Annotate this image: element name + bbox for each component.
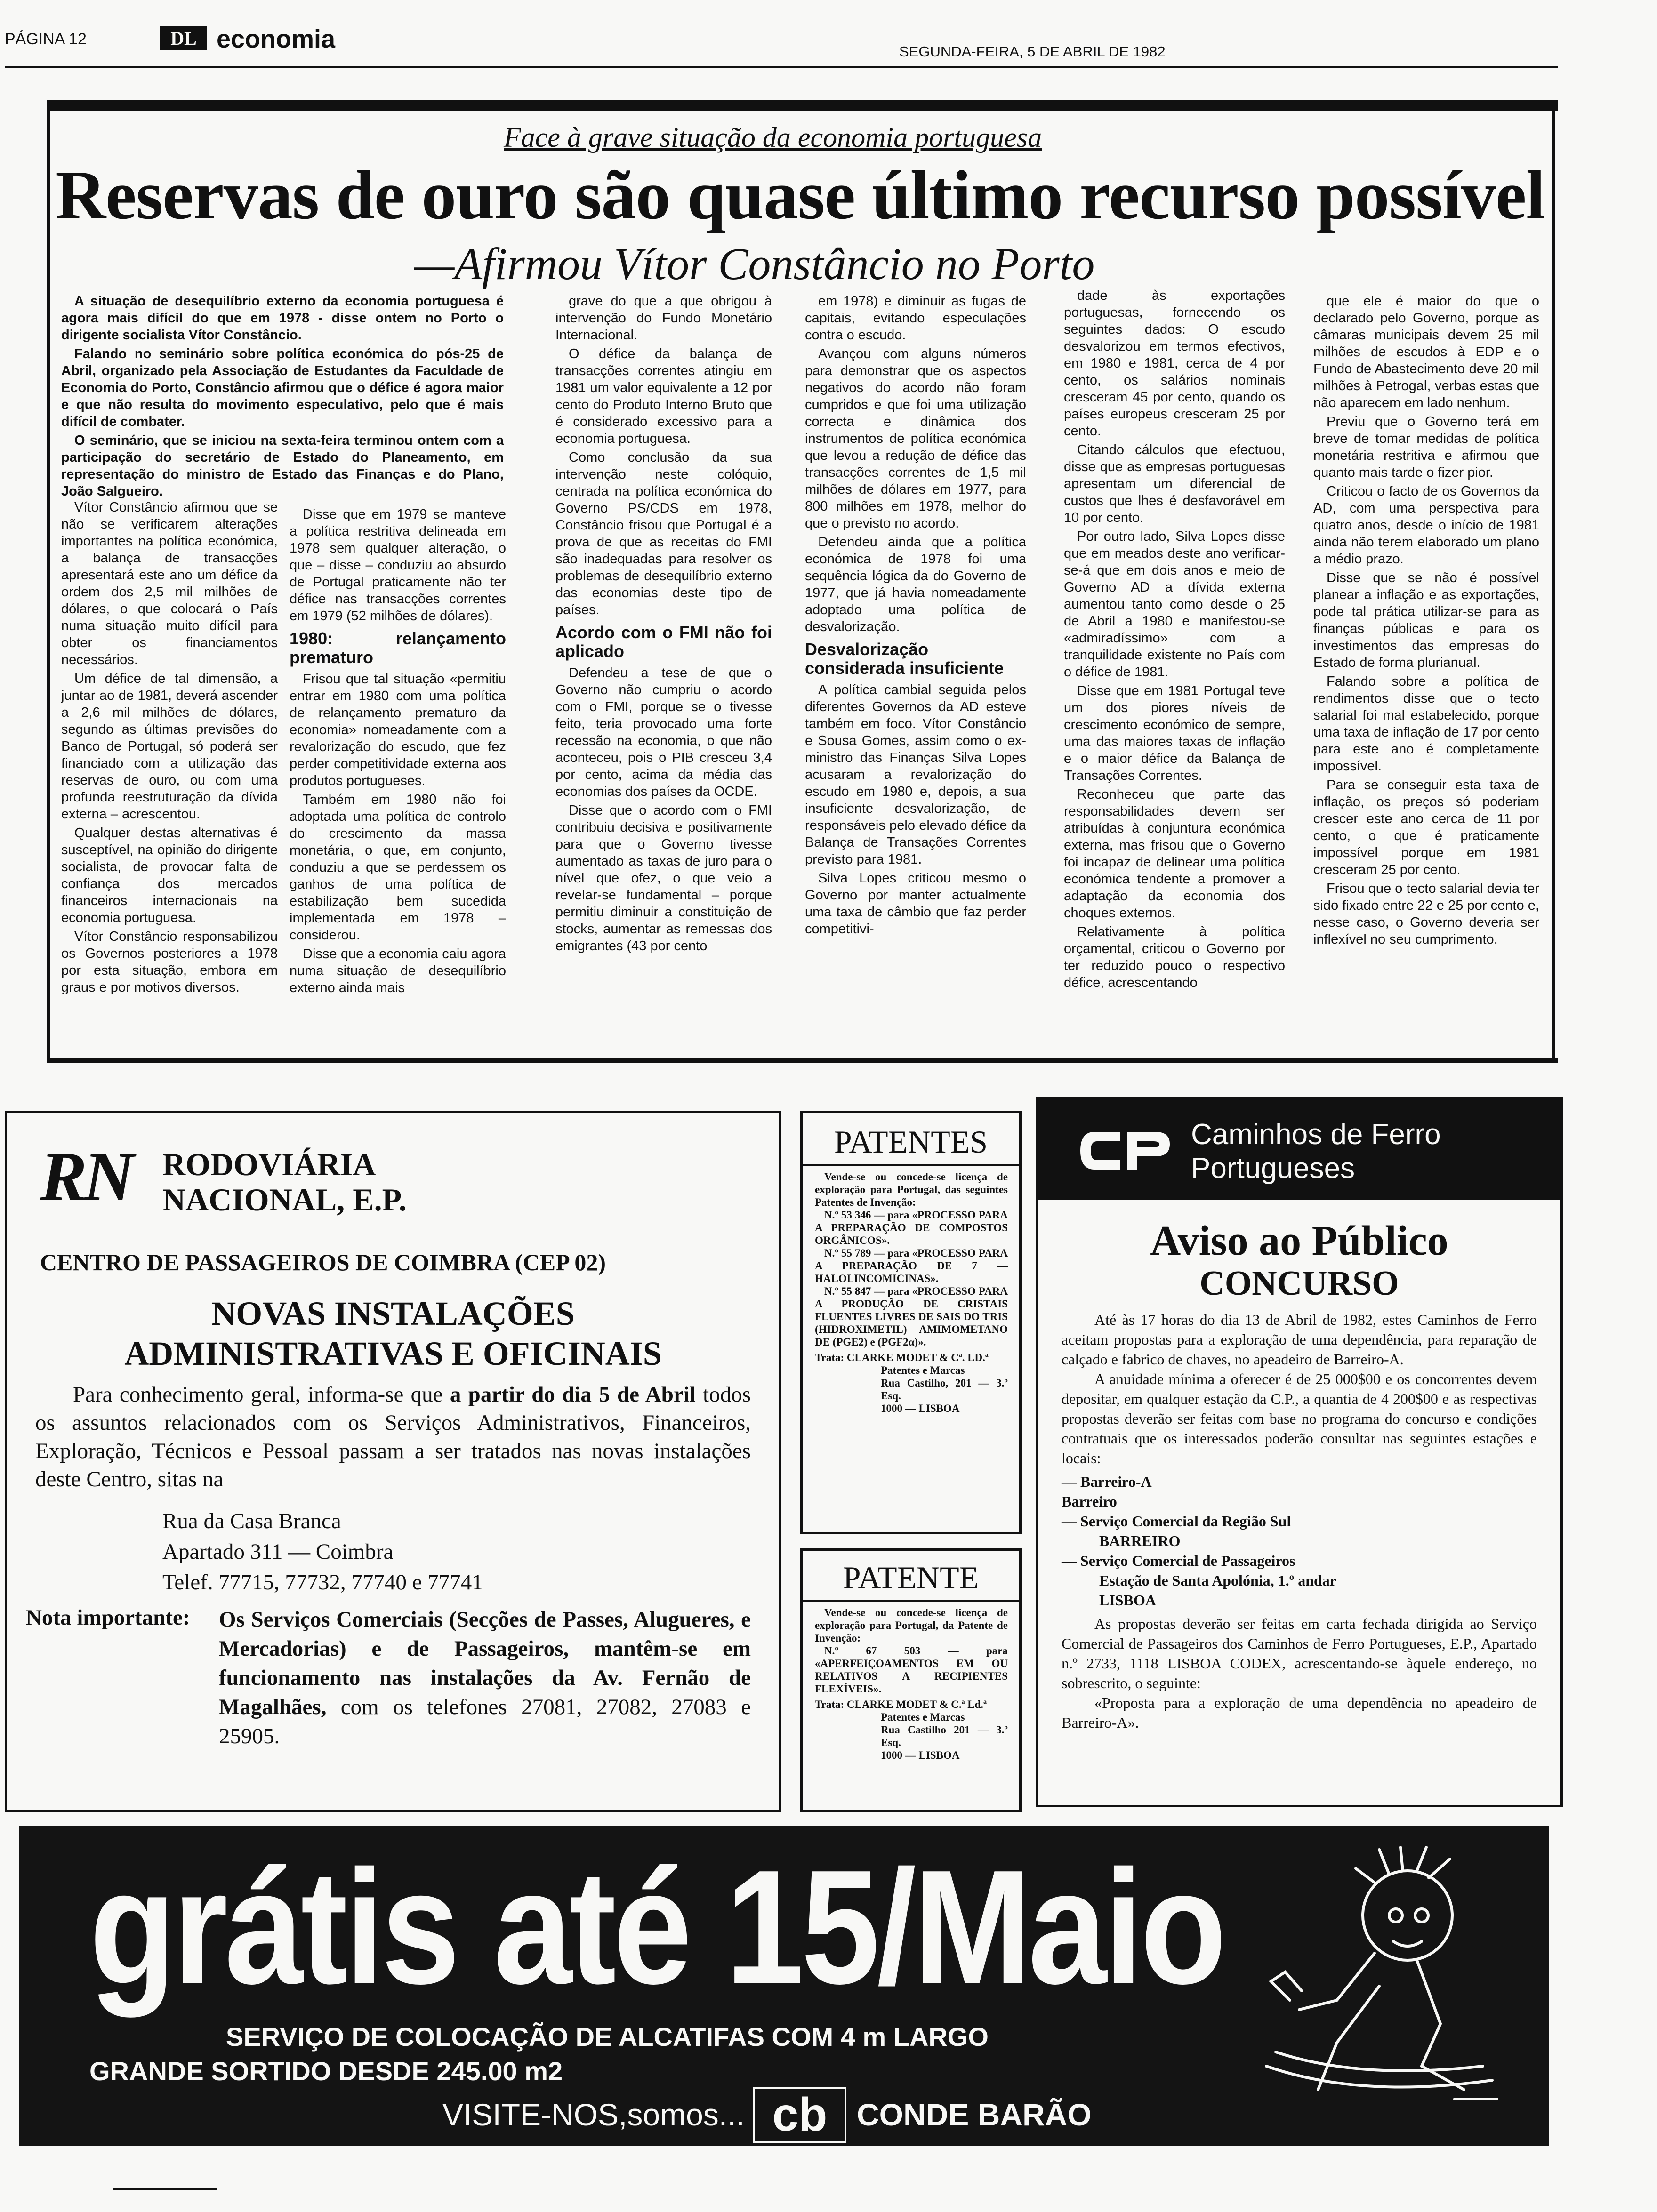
lead-paragraph: Falando no seminário sobre política económica do pós-25 de Abril, organizado pela Associação de Estudantes da Faculdade de Economia do Porto, Constâncio afirmou que o défice é agora maior e que não resulta do movimento especulativo, pelo que é mais difícil de combater. — [61, 346, 504, 429]
patente-sub2: Rua Castilho 201 — 3.º Esq. — [881, 1724, 1008, 1748]
patente-trata-label: Trata: — [815, 1699, 845, 1710]
cp-location: — Serviço Comercial da Região Sul — [1062, 1513, 1291, 1530]
patente-item: N.º 67 503 — para «APERFEIÇOAMENTOS EM OU RELATIVOS A RECIPIENTES FLEXÍVEIS». — [815, 1645, 1008, 1695]
patentes-sub2: Rua Castilho, 201 — 3.º Esq. — [881, 1377, 1008, 1402]
patentes-sub3: 1000 — LISBOA — [881, 1403, 960, 1414]
article-column-2 — [290, 506, 506, 1042]
body-paragraph: Disse que o acordo com o FMI contribuiu decisiva e positivamente para que o Governo tivesse aumentado as taxas de juro para o nível que ofez, o que veio a revelar-se fundamental – porque permitiu diminuir a constituição de stocks, aumentar as remessas dos emigrantes (43 por cento — [555, 803, 772, 954]
body-paragraph: O défice da balança de transacções correntes atingiu em 1981 um valor equivalente a 12 por cento do Produto Interno Bruto que é considerado excessivo para a economia portuguesa. — [555, 346, 772, 446]
body-paragraph: em 1978) e diminuir as fugas de capitais, evitando especulações contra o escudo. — [805, 294, 1026, 343]
bottom-rule — [113, 2188, 217, 2190]
patentes-ad — [800, 1111, 1022, 1534]
cp-logo-icon — [1076, 1127, 1174, 1174]
patente-sub1: Patentes e Marcas — [881, 1711, 965, 1723]
body-paragraph: Citando cálculos que efectuou, disse que as empresas portuguesas apresentam um diferencial de custos que lhes é desfavorável em 10 por cento. — [1064, 442, 1285, 525]
lead-paragraph: O seminário, que se iniciou na sexta-feira terminou ontem com a participação do secretário de Estado do Planeamento, em representação do ministro de Estado das Finanças e do Plano, João Salgueiro. — [61, 433, 504, 499]
patentes-title-rule — [803, 1164, 1019, 1166]
patentes-trata: CLARKE MODET & Cª. LD.ª — [846, 1352, 989, 1363]
rn-company-line1: RODOVIÁRIA — [162, 1146, 376, 1182]
article-left-frame — [47, 100, 50, 1062]
body-paragraph: Também em 1980 não foi adoptada uma política de controlo do crescimento da massa monetária, o que, em conjunto, conduziu a que se perdessem os ganhos de uma política de estabilização bem sucedida implementada em 1978 – considerou. — [290, 792, 506, 943]
cp-paragraph: As propostas deverão ser feitas em carta fechada dirigida ao Serviço Comercial de Passageiros dos Caminhos de Ferro Portugueses, E.P., Apartado n.º 2733, 1118 LISBOA CODEX, acrescentando-se àquele endereço, no sobrescrito, o seguinte: — [1062, 1615, 1537, 1691]
cp-title: Aviso ao Público — [1150, 1218, 1448, 1264]
banner-brand-logo: cb — [753, 2087, 846, 2143]
cp-paragraph: «Proposta para a exploração de uma dependência no apeadeiro de Barreiro-A». — [1062, 1694, 1537, 1731]
banner-line2: GRANDE SORTIDO DESDE 245.00 m2 — [89, 2056, 563, 2086]
article-column-4 — [805, 293, 1026, 1041]
body-paragraph: Disse que em 1979 se manteve a política restritiva delineada em 1978 sem qualquer alteração, o que – disse – conduziu ao absurdo de Portugal praticamente não ter défice nas transacções correntes em 1979 (52 milhões de dólares). — [290, 507, 506, 624]
patente-intro: Vende-se ou concede-se licença de exploração para Portugal, da Patente de Invenção: — [815, 1607, 1008, 1644]
cp-location: Barreiro — [1062, 1493, 1117, 1510]
banner-ad — [19, 1826, 1549, 2146]
body-paragraph: dade às exportações portuguesas, fornecendo os seguintes dados: O escudo desvalorizou em termos efectivos, em 1980 e 1981, cerca de 4 por cento, os salários nominais cresceram 45 por cento, quando os países europeus cresceram 25 por cento. — [1064, 288, 1285, 439]
patentes-trata-label: Trata: — [815, 1352, 845, 1363]
body-paragraph: Previu que o Governo terá em breve de tomar medidas de política monetária restritiva e afirmou que quanto mais tarde o fizer pior. — [1313, 414, 1539, 480]
rn-body — [35, 1380, 751, 1493]
patentes-title: PATENTES — [834, 1124, 988, 1160]
body-paragraph: Um défice de tal dimensão, a juntar ao de 1981, deverá ascender a 2,6 mil milhões de dólares, segundo as últimas previsões do Banco de Portugal, só poderá ser financiado com a utilização das reservas de ouro, ou com uma profunda reestruturação da dívida externa – acrescentou. — [61, 671, 278, 822]
article-headline: Reservas de ouro são quase último recurso possível — [56, 157, 1545, 234]
patente-body — [815, 1606, 1008, 1762]
worker-illustration — [1219, 1845, 1511, 2127]
article-column-6 — [1313, 293, 1539, 1041]
rn-title-line2: ADMINISTRATIVAS E OFICINAIS — [124, 1335, 662, 1372]
article-right-frame — [1552, 100, 1555, 1062]
body-paragraph: Avançou com alguns números para demonstrar que os aspectos negativos do acordo não foram cumpridos e que foi uma utilização correcta e dinâmica dos instrumentos de política económica que levou a redução de défice das transacções correntes de 1,5 mil milhões de dólares em 1977, para 800 milhões em 1978, melhor do que o previsto no acordo. — [805, 346, 1026, 531]
article-bottom-bar — [47, 1058, 1558, 1063]
cp-location: BARREIRO — [1099, 1532, 1181, 1549]
body-paragraph: Criticou o facto de os Governos da AD, com uma perspectiva para quatro anos, desde o início de 1981 ainda não terem elaborado um plano a médio prazo. — [1313, 484, 1539, 567]
rn-address-3: Telef. 77715, 77732, 77740 e 77741 — [162, 1570, 483, 1595]
page-date: SEGUNDA-FEIRA, 5 DE ABRIL DE 1982 — [899, 43, 1166, 60]
body-paragraph: Reconheceu que parte das responsabilidades devem ser atribuídas à conjuntura económica externa, mas frisou que o Governo foi incapaz de delinear uma política económica tendente a promover a adaptação da economia dos choques externos. — [1064, 787, 1285, 921]
cp-location: — Serviço Comercial de Passageiros — [1062, 1552, 1295, 1569]
body-paragraph: Frisou que tal situação «permitiu entrar em 1980 com uma política de relançamento prematuro da economia» nomeadamente com a revalorização do escudo, que fez perder competitividade externa aos produtos portugueses. — [290, 672, 506, 788]
article-top-bar — [47, 100, 1558, 111]
patentes-item: N.º 55 789 — para «PROCESSO PARA A PREPARAÇÃO DE 7 — HALOLINCOMICINAS». — [815, 1247, 1008, 1284]
section-logo: DL — [160, 26, 207, 50]
body-paragraph: A política cambial seguida pelos diferentes Governos da AD esteve também em foco. Vítor Constâncio e Sousa Gomes, assim como o ex-ministro das Finanças Silva Lopes acusaram a revalorização do escudo em 1980 e, depois, a sua insuficiente desvalorização, de responsáveis pelo elevado défice da Balança de Transações Correntes previsto para 1981. — [805, 682, 1026, 867]
body-paragraph: Por outro lado, Silva Lopes disse que em meados deste ano verificar-se-á que em dois anos e meio de Governo AD a dívida externa aumentou tanto como desde o 25 de Abril a 1980 e manifestou-se «admiradíssimo» com a tranquilidade existente no País com o défice de 1981. — [1064, 529, 1285, 680]
subheading: Desvalorização considerada insuficiente — [805, 640, 1004, 678]
rn-body-start: Para conhecimento geral, informa-se que — [73, 1382, 450, 1407]
patentes-body — [815, 1170, 1008, 1415]
body-paragraph: Vítor Constâncio afirmou que se não se verificarem alterações importantes na política económica, a balança de transacções apresentará este ano um défice da ordem dos 2,5 mil milhões de dólares, o que colocará o País numa situação muito difícil para obter os financiamentos necessários. — [61, 500, 278, 667]
patente-title: PATENTE — [843, 1560, 979, 1595]
body-paragraph: Como conclusão da sua intervenção neste colóquio, centrada na política económica do Governo PS/CDS em 1978, Constâncio frisou que Portugal é a prova de que as receitas do FMI são inadequadas para resolver os problemas de desequilíbrio externo das economias deste tipo de países. — [555, 450, 772, 617]
rn-ad — [5, 1111, 781, 1812]
article-lead — [61, 293, 504, 499]
lead-paragraph: A situação de desequilíbrio externo da economia portuguesa é agora mais difícil do que em 1978 - disse ontem no Porto o dirigente socialista Vítor Constâncio. — [61, 294, 504, 343]
rn-note — [219, 1605, 751, 1751]
cp-body — [1062, 1310, 1537, 1732]
body-paragraph: Silva Lopes criticou mesmo o Governo por manter actualmente uma taxa de câmbio que faz perder competitivi- — [805, 871, 1026, 937]
patentes-sub1: Patentes e Marcas — [881, 1364, 965, 1376]
rn-note-end: com os telefones 27081, 27082, 27083 e 25905. — [219, 1695, 751, 1748]
rn-body-end: todos os assuntos relacionados com os Serviços Administrativos, Financeiros, Exploração, Técnicos e Pessoal passam a ser tratados nas novas instalações deste Centro, sitas na — [35, 1382, 751, 1491]
banner-brand: CONDE BARÃO — [857, 2097, 1092, 2132]
cp-location: Estação de Santa Apolónia, 1.º andar — [1099, 1572, 1336, 1589]
body-paragraph: Defendeu a tese de que o Governo não cumpriu o acordo com o FMI, porque se o tivesse feito, teria provocado uma forte recessão na economia, o que não aconteceu, pois o PIB cresceu 3,4 por cento, acima da média das economias dos países da OCDE. — [555, 665, 772, 799]
body-paragraph: grave do que a que obrigou à intervenção do Fundo Monetário Internacional. — [555, 294, 772, 343]
article-column-5 — [1064, 287, 1285, 1040]
rn-title-line1: NOVAS INSTALAÇÕES — [211, 1295, 575, 1332]
section-name: economia — [217, 25, 336, 53]
cp-paragraph: A anuidade mínima a oferecer é de 25 000$00 e os concorrentes devem depositar, em qualquer estação da C.P., a quantia de 4 200$00 e as respectivas propostas deverão ser feitas com base no programa do concurso e condições contratuais que os interessados poderão consultar nas seguintes estações e locais: — [1062, 1370, 1537, 1467]
patente-sub3: 1000 — LISBOA — [881, 1749, 960, 1761]
cp-ad — [1036, 1097, 1563, 1807]
body-paragraph: que ele é maior do que o declarado pelo Governo, porque as câmaras municipais devem 25 mil milhões de escudos à EDP e o Fundo de Abastecimento deve 20 mil milhões à Petrogal, verbas estas que não aparecem em lado nenhum. — [1313, 294, 1539, 410]
body-paragraph: Disse que a economia caiu agora numa situação de desequilíbrio externo ainda mais — [290, 946, 506, 995]
body-paragraph: Vítor Constâncio responsabilizou os Governos posteriores a 1978 por esta situação, embora em graus e por motivos diversos. — [61, 929, 278, 995]
rn-address-1: Rua da Casa Branca — [162, 1509, 341, 1533]
cp-company-line2: Portugueses — [1191, 1152, 1355, 1185]
cp-location: — Barreiro-A — [1062, 1473, 1152, 1490]
banner-line1: SERVIÇO DE COLOCAÇÃO DE ALCATIFAS COM 4 m LARGO — [226, 2022, 989, 2052]
banner-headline: grátis até 15/Maio — [89, 1835, 1224, 2018]
rn-center: CENTRO DE PASSAGEIROS DE COIMBRA (CEP 02) — [40, 1249, 606, 1275]
patente-ad — [800, 1548, 1022, 1812]
patente-trata: CLARKE MODET & C.ª Ld.ª — [846, 1699, 987, 1710]
rn-company-line2: NACIONAL, E.P. — [162, 1182, 407, 1218]
subheading: 1980: relançamento prematuro — [290, 629, 506, 667]
cp-location: LISBOA — [1099, 1592, 1156, 1609]
page-label: PÁGINA 12 — [5, 30, 87, 48]
rn-note-bold: Os Serviços Comerciais (Secções de Passes, Alugueres, e Mercadorias) e de Passageiros, mantêm-se em funcionamento nas instalações da Av. Fernão de Magalhães, — [219, 1607, 751, 1719]
rn-body-bold: a partir do dia 5 de Abril — [450, 1382, 696, 1407]
patente-title-rule — [803, 1600, 1019, 1602]
body-paragraph: Para se conseguir esta taxa de inflação, os preços só poderiam crescer este ano cerca de 11 por cento, o que é praticamente impossível porque em 1981 cresceram 25 por cento. — [1313, 777, 1539, 877]
rn-address-2: Apartado 311 — Coimbra — [162, 1539, 394, 1564]
article-column-1 — [61, 499, 278, 1040]
body-paragraph: Falando sobre a política de rendimentos disse que o tecto salarial foi mal estabelecido, porque uma taxa de inflação de 17 por cento para este ano é completamente impossível. — [1313, 674, 1539, 774]
body-paragraph: Frisou que o tecto salarial devia ter sido fixado entre 22 e 25 por cento e, nesse caso, o Governo deveria ser inflexível no seu cumprimento. — [1313, 881, 1539, 947]
article-subheadline: —Afirmou Vítor Constâncio no Porto — [414, 239, 1095, 289]
rn-logo: RN — [40, 1138, 131, 1216]
subheading: Acordo com o FMI não foi aplicado — [555, 623, 772, 661]
cp-company-line1: Caminhos de Ferro — [1191, 1118, 1441, 1151]
patentes-item: N.º 53 346 — para «PROCESSO PARA A PREPARAÇÃO DE COMPOSTOS ORGÂNICOS». — [815, 1209, 1008, 1246]
article-column-3 — [555, 293, 772, 1041]
header-rule — [5, 66, 1558, 68]
rn-note-label: Nota importante: — [26, 1605, 190, 1630]
cp-paragraph: Até às 17 horas do dia 13 de Abril de 1982, estes Caminhos de Ferro aceitam propostas para a exploração de uma dependência, para reparação de calçado e fabrico de chaves, no apeadeiro de Barreiro-A. — [1062, 1311, 1537, 1368]
article-kicker: Face à grave situação da economia portuguesa — [504, 122, 1042, 153]
patentes-item: N.º 55 847 — para «PROCESSO PARA A PRODUÇÃO DE CRISTAIS FLUENTES LIVRES DE SAIS DO TRIS (HIDROXIMETIL) AMIMOMETANO DE (PGE2) e (PGF2α)». — [815, 1285, 1008, 1348]
cp-subtitle: CONCURSO — [1199, 1264, 1399, 1303]
banner-visit: VISITE-NOS,somos... — [442, 2097, 745, 2132]
patentes-intro: Vende-se ou concede-se licença de exploração para Portugal, das seguintes Patentes de Invenção: — [815, 1171, 1008, 1208]
body-paragraph: Disse que em 1981 Portugal teve um dos piores níveis de crescimento económico de sempre, uma das maiores taxas de inflação e o maior défice da Balança de Transações Correntes. — [1064, 683, 1285, 783]
body-paragraph: Relativamente à política orçamental, criticou o Governo por ter reduzido pouco o respectivo défice, acrescentando — [1064, 924, 1285, 990]
body-paragraph: Disse que se não é possível planear a inflação e as exportações, pode tal prática utilizar-se para as finanças públicas e para os investimentos das empresas do Estado de forma plurianual. — [1313, 570, 1539, 670]
body-paragraph: Defendeu ainda que a política económica de 1978 foi uma sequência lógica da do Governo de 1977, que já havia nomeadamente adoptado uma política de desvalorização. — [805, 535, 1026, 634]
body-paragraph: Qualquer destas alternativas é susceptível, na opinião do dirigente socialista, de provocar falta de confiança dos mercados financeiros internacionais na economia portuguesa. — [61, 825, 278, 925]
